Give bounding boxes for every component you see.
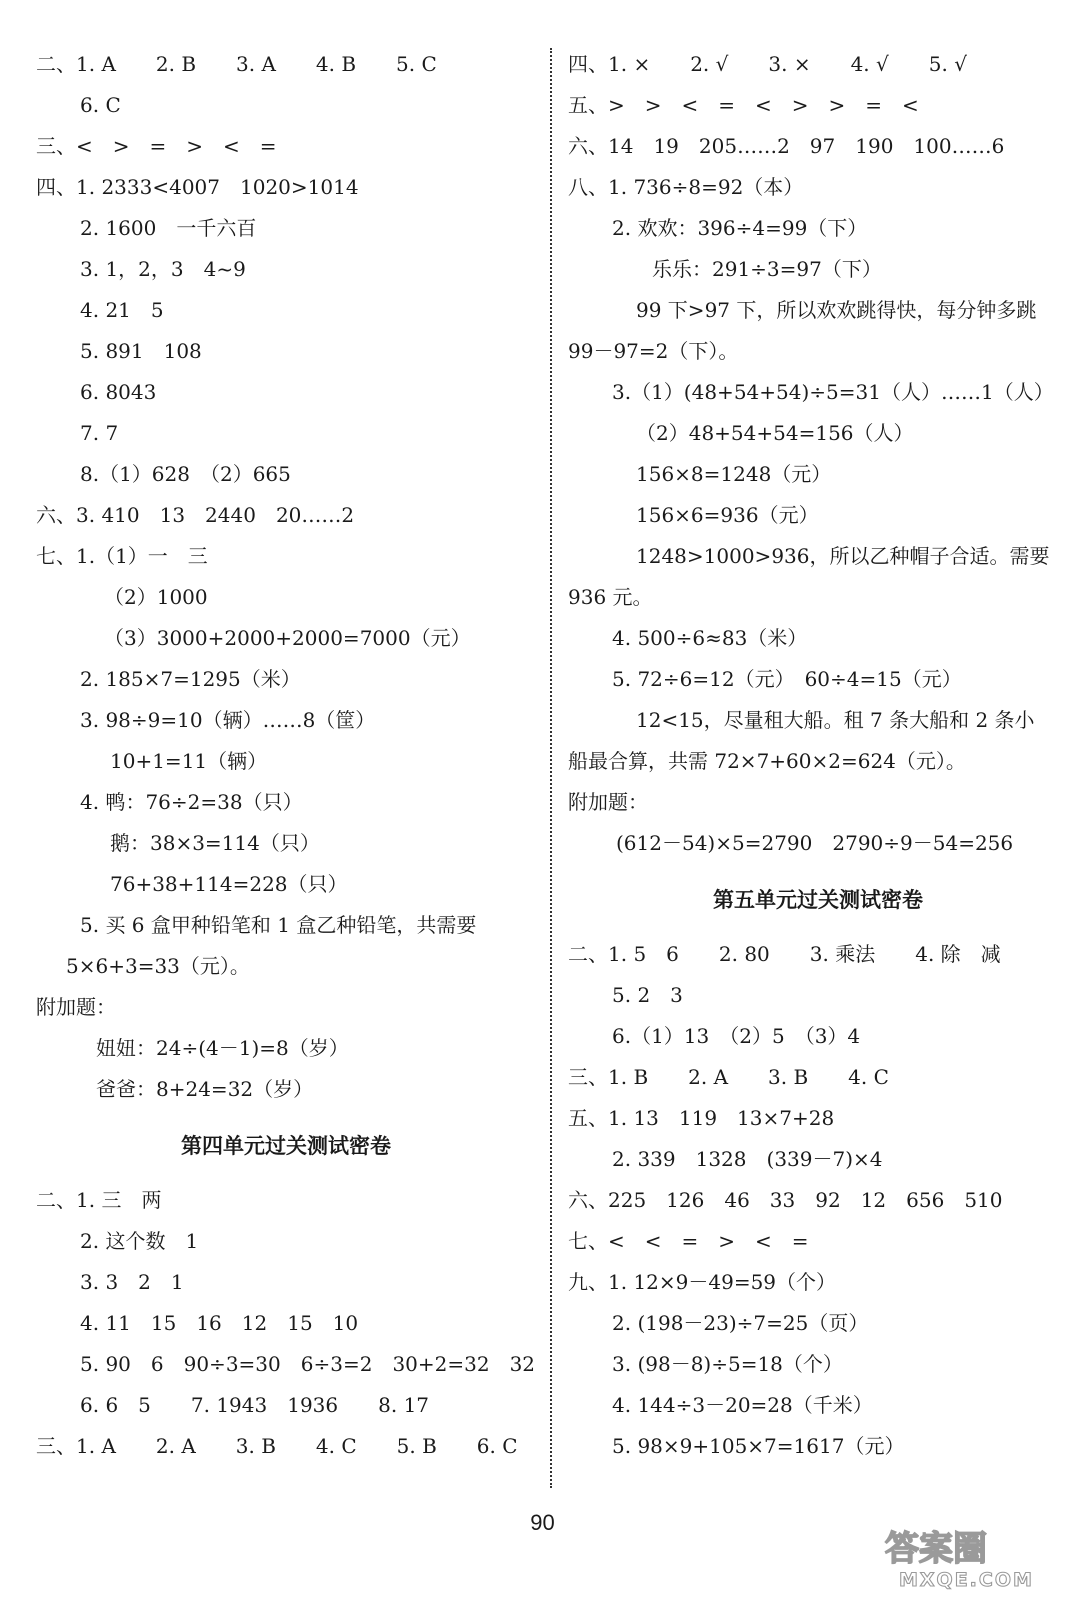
left-column <box>36 44 536 1467</box>
answer-line: 3. (98－8)÷5=18（个） <box>612 1352 843 1376</box>
answer-line: 156×6=936（元） <box>636 503 819 527</box>
answer-line: 4. 144÷3－20=28（千米） <box>612 1393 873 1417</box>
page-number: 90 <box>530 1510 555 1535</box>
answer-line: 爸爸：8+24=32（岁） <box>96 1077 314 1101</box>
answer-line: 936 元。 <box>568 585 653 609</box>
answer-line: 5×6+3=33（元）。 <box>66 954 250 978</box>
answer-line: 5. 72÷6=12（元） 60÷4=15（元） <box>612 667 962 691</box>
answer-line: 三、1. B 2. A 3. B 4. C <box>568 1065 889 1089</box>
column-divider <box>550 48 552 1488</box>
answer-line: 二、1. 三 两 <box>36 1188 162 1212</box>
answer-line: 二、1. 5 6 2. 80 3. 乘法 4. 除 减 <box>568 942 1001 966</box>
answer-line: 六、14 19 205……2 97 190 100……6 <box>568 134 1005 158</box>
answer-line: 6.（1）13 （2）5 （3）4 <box>612 1024 861 1048</box>
answer-line: 5. 891 108 <box>80 339 202 363</box>
answer-line: 99 下>97 下，所以欢欢跳得快，每分钟多跳 <box>636 298 1037 322</box>
answer-line: 三、< > = > < = <box>36 134 277 158</box>
answer-line: 五、> > < = < > > = < <box>568 93 919 117</box>
bonus-heading: 附加题： <box>36 995 116 1019</box>
answer-line: （2）1000 <box>104 585 208 609</box>
answer-line: 二、1. A 2. B 3. A 4. B 5. C <box>36 52 437 76</box>
answer-line: 12<15，尽量租大船。租 7 条大船和 2 条小 <box>636 708 1035 732</box>
answer-line: 乐乐：291÷3=97（下） <box>652 257 882 281</box>
answer-line: 8.（1）628 （2）665 <box>80 462 291 486</box>
section-title-unit-5: 第五单元过关测试密卷 <box>713 888 923 912</box>
answer-line: 2. 339 1328 (339－7)×4 <box>612 1147 883 1171</box>
watermark-domain: MXQE.COM <box>899 1569 1034 1591</box>
answer-line: 5. 买 6 盒甲种铅笔和 1 盒乙种铅笔，共需要 <box>80 913 477 937</box>
answer-line: 6. C <box>80 93 121 117</box>
answer-line: 五、1. 13 119 13×7+28 <box>568 1106 835 1130</box>
answer-line: 2. 这个数 1 <box>80 1229 199 1253</box>
answer-line: (612－54)×5=2790 2790÷9－54=256 <box>616 831 1014 855</box>
answer-line: 3. 1，2，3 4~9 <box>80 257 246 281</box>
answer-line: 6. 8043 <box>80 380 157 404</box>
answer-line: 99－97=2（下）。 <box>568 339 739 363</box>
answer-line: （3）3000+2000+2000=7000（元） <box>104 626 471 650</box>
answer-line: 船最合算，共需 72×7+60×2=624（元）。 <box>568 749 966 773</box>
answer-line: 3. 98÷9=10（辆）……8（筐） <box>80 708 376 732</box>
answer-line: 七、1.（1）一 三 <box>36 544 208 568</box>
right-column <box>568 44 1068 1467</box>
section-title-unit-4: 第四单元过关测试密卷 <box>181 1134 391 1158</box>
answer-line: 3. 3 2 1 <box>80 1270 184 1294</box>
answer-line: 2. 欢欢：396÷4=99（下） <box>612 216 868 240</box>
answer-line: 2. 185×7=1295（米） <box>80 667 301 691</box>
answer-line: 四、1. × 2. √ 3. × 4. √ 5. √ <box>568 52 967 76</box>
answer-line: 九、1. 12×9－49=59（个） <box>568 1270 837 1294</box>
answer-line: 八、1. 736÷8=92（本） <box>568 175 804 199</box>
watermark-text: 答案圈 <box>885 1529 987 1569</box>
answer-line: 5. 98×9+105×7=1617（元） <box>612 1434 905 1458</box>
answer-line: 76+38+114=228（只） <box>110 872 348 896</box>
answer-line: 7. 7 <box>80 421 119 445</box>
answer-line: 妞妞：24÷(4－1)=8（岁） <box>96 1036 349 1060</box>
answer-line: 4. 鸭：76÷2=38（只） <box>80 790 303 814</box>
answer-line: 4. 21 5 <box>80 298 164 322</box>
answer-line: 5. 90 6 90÷3=30 6÷3=2 30+2=32 32 <box>80 1352 536 1376</box>
answer-line: （2）48+54+54=156（人） <box>636 421 914 445</box>
answer-line: 4. 11 15 16 12 15 10 <box>80 1311 359 1335</box>
bonus-heading: 附加题： <box>568 790 648 814</box>
answer-line: 1248>1000>936，所以乙种帽子合适。需要 <box>636 544 1050 568</box>
answer-line: 2. (198－23)÷7=25（页） <box>612 1311 869 1335</box>
answer-line: 6. 6 5 7. 1943 1936 8. 17 <box>80 1393 430 1417</box>
answer-line: 六、3. 410 13 2440 20……2 <box>36 503 355 527</box>
answer-line: 5. 2 3 <box>612 983 683 1007</box>
answer-line: 七、< < = > < = <box>568 1229 809 1253</box>
answer-line: 三、1. A 2. A 3. B 4. C 5. B 6. C <box>36 1434 518 1458</box>
answer-line: 鹅：38×3=114（只） <box>110 831 320 855</box>
answer-line: 2. 1600 一千六百 <box>80 216 257 240</box>
answer-line: 4. 500÷6≈83（米） <box>612 626 808 650</box>
answer-line: 156×8=1248（元） <box>636 462 832 486</box>
answer-line: 六、225 126 46 33 92 12 656 510 <box>568 1188 1003 1212</box>
watermark-logo <box>877 1520 1067 1592</box>
answer-line: 3.（1）(48+54+54)÷5=31（人）……1（人） <box>612 380 1054 404</box>
answer-line: 四、1. 2333<4007 1020>1014 <box>36 175 359 199</box>
answer-line: 10+1=11（辆） <box>110 749 268 773</box>
